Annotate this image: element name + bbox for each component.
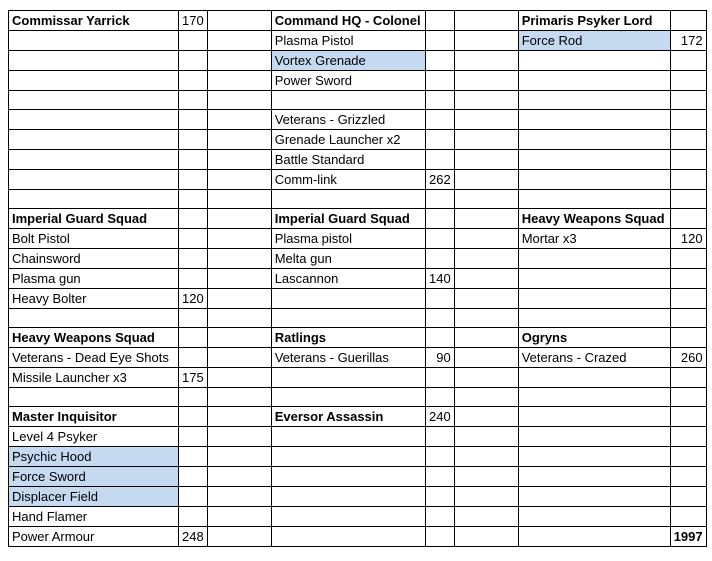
sheet-row: [9, 348, 707, 368]
spacer-cell[interactable]: [207, 31, 271, 51]
points-cell[interactable]: [425, 11, 454, 31]
spacer-cell[interactable]: [207, 447, 271, 467]
sheet-row: [9, 170, 707, 190]
unit-cell[interactable]: [271, 388, 425, 407]
unit-cell[interactable]: [518, 487, 670, 507]
points-cell[interactable]: [670, 91, 706, 110]
sheet-row: [9, 289, 707, 309]
spacer-cell[interactable]: [454, 249, 518, 269]
unit-cell[interactable]: [9, 150, 179, 170]
unit-cell[interactable]: Commissar Yarrick: [9, 11, 179, 31]
spacer-cell[interactable]: [454, 348, 518, 368]
points-cell[interactable]: [179, 269, 208, 289]
sheet-row: [9, 249, 707, 269]
unit-cell[interactable]: Level 4 Psyker: [9, 427, 179, 447]
spacer-cell[interactable]: [454, 150, 518, 170]
unit-cell[interactable]: Psychic Hood: [9, 447, 179, 467]
unit-cell[interactable]: Ratlings: [271, 328, 425, 348]
sheet-row: [9, 51, 707, 71]
points-cell[interactable]: [670, 249, 706, 269]
unit-cell[interactable]: [518, 91, 670, 110]
spacer-cell[interactable]: [454, 229, 518, 249]
unit-cell[interactable]: [518, 130, 670, 150]
unit-cell[interactable]: [271, 368, 425, 388]
unit-cell[interactable]: Veterans - Grizzled: [271, 110, 425, 130]
unit-cell[interactable]: [518, 150, 670, 170]
points-cell[interactable]: [425, 467, 454, 487]
unit-cell[interactable]: [518, 447, 670, 467]
points-cell[interactable]: 240: [425, 407, 454, 427]
unit-cell[interactable]: Force Rod: [518, 31, 670, 51]
spacer-cell[interactable]: [454, 447, 518, 467]
points-cell[interactable]: [425, 51, 454, 71]
unit-cell[interactable]: Imperial Guard Squad: [9, 209, 179, 229]
points-cell[interactable]: [425, 447, 454, 467]
unit-cell[interactable]: Mortar x3: [518, 229, 670, 249]
sheet-row: [9, 368, 707, 388]
unit-cell[interactable]: Melta gun: [271, 249, 425, 269]
unit-cell[interactable]: [9, 71, 179, 91]
spacer-cell[interactable]: [207, 51, 271, 71]
unit-cell[interactable]: Vortex Grenade: [271, 51, 425, 71]
points-cell[interactable]: [179, 507, 208, 527]
unit-cell[interactable]: [9, 170, 179, 190]
unit-cell[interactable]: Imperial Guard Squad: [271, 209, 425, 229]
unit-cell[interactable]: Plasma gun: [9, 269, 179, 289]
sheet-row: [9, 328, 707, 348]
spacer-cell[interactable]: [207, 368, 271, 388]
sheet-row: [9, 527, 707, 547]
spacer-cell[interactable]: [454, 527, 518, 547]
points-cell[interactable]: [179, 229, 208, 249]
points-cell[interactable]: [179, 51, 208, 71]
unit-cell[interactable]: [518, 269, 670, 289]
spacer-cell[interactable]: [207, 150, 271, 170]
points-cell[interactable]: [670, 368, 706, 388]
unit-cell[interactable]: [9, 130, 179, 150]
sheet-row: [9, 91, 707, 110]
unit-cell[interactable]: Chainsword: [9, 249, 179, 269]
unit-cell[interactable]: [518, 110, 670, 130]
unit-cell[interactable]: [518, 289, 670, 309]
points-cell[interactable]: [670, 407, 706, 427]
points-cell[interactable]: [670, 447, 706, 467]
sheet-row: [9, 71, 707, 91]
points-cell[interactable]: [179, 388, 208, 407]
spacer-cell[interactable]: [207, 527, 271, 547]
unit-cell[interactable]: [271, 487, 425, 507]
spacer-cell[interactable]: [207, 229, 271, 249]
unit-cell[interactable]: Bolt Pistol: [9, 229, 179, 249]
points-cell[interactable]: 260: [670, 348, 706, 368]
spacer-cell[interactable]: [454, 130, 518, 150]
sheet-row: [9, 467, 707, 487]
unit-cell[interactable]: Displacer Field: [9, 487, 179, 507]
unit-cell[interactable]: [518, 249, 670, 269]
unit-cell[interactable]: Battle Standard: [271, 150, 425, 170]
unit-cell[interactable]: [271, 289, 425, 309]
unit-cell[interactable]: [271, 447, 425, 467]
spacer-cell[interactable]: [207, 91, 271, 110]
unit-cell[interactable]: [9, 31, 179, 51]
spacer-cell[interactable]: [454, 110, 518, 130]
spacer-cell[interactable]: [454, 487, 518, 507]
unit-cell[interactable]: Power Armour: [9, 527, 179, 547]
unit-cell[interactable]: [518, 388, 670, 407]
spacer-cell[interactable]: [454, 190, 518, 209]
spacer-cell[interactable]: [207, 309, 271, 328]
points-cell[interactable]: [425, 487, 454, 507]
unit-cell[interactable]: Force Sword: [9, 467, 179, 487]
spacer-cell[interactable]: [207, 130, 271, 150]
points-cell[interactable]: [670, 328, 706, 348]
sheet-row: [9, 388, 707, 407]
unit-cell[interactable]: [518, 71, 670, 91]
points-cell[interactable]: [179, 407, 208, 427]
sheet-row: [9, 150, 707, 170]
points-cell[interactable]: [670, 150, 706, 170]
spacer-cell[interactable]: [454, 368, 518, 388]
unit-cell[interactable]: Missile Launcher x3: [9, 368, 179, 388]
spacer-cell[interactable]: [207, 348, 271, 368]
unit-cell[interactable]: Plasma Pistol: [271, 31, 425, 51]
unit-cell[interactable]: [271, 309, 425, 328]
unit-cell[interactable]: Comm-link: [271, 170, 425, 190]
spacer-cell[interactable]: [454, 209, 518, 229]
unit-cell[interactable]: [518, 527, 670, 547]
points-cell[interactable]: [670, 289, 706, 309]
spacer-cell[interactable]: [454, 328, 518, 348]
points-cell[interactable]: [179, 91, 208, 110]
points-cell[interactable]: [425, 388, 454, 407]
spacer-cell[interactable]: [454, 170, 518, 190]
points-cell[interactable]: [425, 249, 454, 269]
points-cell[interactable]: 1997: [670, 527, 706, 547]
spacer-cell[interactable]: [454, 11, 518, 31]
points-cell[interactable]: 90: [425, 348, 454, 368]
unit-cell[interactable]: [518, 190, 670, 209]
points-cell[interactable]: [425, 427, 454, 447]
points-cell[interactable]: [425, 71, 454, 91]
points-cell[interactable]: 120: [179, 289, 208, 309]
spreadsheet-body: [9, 11, 707, 547]
points-cell[interactable]: [670, 309, 706, 328]
unit-cell[interactable]: [271, 467, 425, 487]
unit-cell[interactable]: Veterans - Guerillas: [271, 348, 425, 368]
unit-cell[interactable]: [271, 507, 425, 527]
points-cell[interactable]: [179, 150, 208, 170]
unit-cell[interactable]: Master Inquisitor: [9, 407, 179, 427]
points-cell[interactable]: [670, 51, 706, 71]
unit-cell[interactable]: Heavy Weapons Squad: [518, 209, 670, 229]
unit-cell[interactable]: [518, 507, 670, 527]
points-cell[interactable]: [670, 427, 706, 447]
spreadsheet-grid: [8, 10, 707, 547]
spacer-cell[interactable]: [454, 91, 518, 110]
unit-cell[interactable]: [271, 427, 425, 447]
unit-cell[interactable]: [518, 427, 670, 447]
points-cell[interactable]: [425, 328, 454, 348]
sheet-row: [9, 309, 707, 328]
unit-cell[interactable]: Grenade Launcher x2: [271, 130, 425, 150]
points-cell[interactable]: [425, 130, 454, 150]
unit-cell[interactable]: [9, 388, 179, 407]
unit-cell[interactable]: Hand Flamer: [9, 507, 179, 527]
spacer-cell[interactable]: [207, 427, 271, 447]
sheet-row: [9, 407, 707, 427]
unit-cell[interactable]: Eversor Assassin: [271, 407, 425, 427]
points-cell[interactable]: [425, 289, 454, 309]
spacer-cell[interactable]: [454, 427, 518, 447]
points-cell[interactable]: [179, 467, 208, 487]
points-cell[interactable]: [179, 110, 208, 130]
points-cell[interactable]: [670, 170, 706, 190]
points-cell[interactable]: [179, 328, 208, 348]
points-cell[interactable]: [179, 487, 208, 507]
unit-cell[interactable]: Plasma pistol: [271, 229, 425, 249]
unit-cell[interactable]: Ogryns: [518, 328, 670, 348]
points-cell[interactable]: 140: [425, 269, 454, 289]
spacer-cell[interactable]: [454, 71, 518, 91]
spacer-cell[interactable]: [207, 170, 271, 190]
points-cell[interactable]: [670, 467, 706, 487]
unit-cell[interactable]: [518, 170, 670, 190]
points-cell[interactable]: 248: [179, 527, 208, 547]
points-cell[interactable]: [425, 110, 454, 130]
sheet-row: [9, 487, 707, 507]
sheet-row: [9, 130, 707, 150]
sheet-row: [9, 269, 707, 289]
spacer-cell[interactable]: [454, 51, 518, 71]
unit-cell[interactable]: Power Sword: [271, 71, 425, 91]
points-cell[interactable]: [670, 110, 706, 130]
sheet-row: [9, 110, 707, 130]
points-cell[interactable]: [670, 487, 706, 507]
sheet-row: [9, 229, 707, 249]
points-cell[interactable]: [425, 150, 454, 170]
spacer-cell[interactable]: [207, 467, 271, 487]
points-cell[interactable]: [670, 388, 706, 407]
unit-cell[interactable]: Veterans - Dead Eye Shots: [9, 348, 179, 368]
spacer-cell[interactable]: [454, 388, 518, 407]
spacer-cell[interactable]: [207, 328, 271, 348]
points-cell[interactable]: [425, 527, 454, 547]
points-cell[interactable]: [425, 91, 454, 110]
spacer-cell[interactable]: [454, 507, 518, 527]
unit-cell[interactable]: [518, 368, 670, 388]
points-cell[interactable]: [179, 71, 208, 91]
unit-cell[interactable]: [271, 190, 425, 209]
points-cell[interactable]: 262: [425, 170, 454, 190]
unit-cell[interactable]: [9, 110, 179, 130]
unit-cell[interactable]: [518, 51, 670, 71]
points-cell[interactable]: [179, 427, 208, 447]
points-cell[interactable]: 175: [179, 368, 208, 388]
spacer-cell[interactable]: [207, 190, 271, 209]
spacer-cell[interactable]: [207, 249, 271, 269]
points-cell[interactable]: [670, 190, 706, 209]
spacer-cell[interactable]: [454, 31, 518, 51]
spacer-cell[interactable]: [454, 289, 518, 309]
unit-cell[interactable]: [271, 527, 425, 547]
spacer-cell[interactable]: [454, 309, 518, 328]
unit-cell[interactable]: [9, 190, 179, 209]
sheet-row: [9, 190, 707, 209]
spacer-cell[interactable]: [207, 110, 271, 130]
unit-cell[interactable]: Lascannon: [271, 269, 425, 289]
sheet-row: [9, 427, 707, 447]
points-cell[interactable]: [425, 368, 454, 388]
points-cell[interactable]: [670, 130, 706, 150]
sheet-row: [9, 11, 707, 31]
unit-cell[interactable]: [518, 309, 670, 328]
points-cell[interactable]: [179, 209, 208, 229]
points-cell[interactable]: 120: [670, 229, 706, 249]
points-cell[interactable]: [425, 309, 454, 328]
unit-cell[interactable]: Heavy Bolter: [9, 289, 179, 309]
points-cell[interactable]: [670, 209, 706, 229]
spacer-cell[interactable]: [207, 71, 271, 91]
unit-cell[interactable]: Primaris Psyker Lord: [518, 11, 670, 31]
points-cell[interactable]: [179, 249, 208, 269]
sheet-row: [9, 31, 707, 51]
points-cell[interactable]: [670, 11, 706, 31]
spacer-cell[interactable]: [207, 289, 271, 309]
unit-cell[interactable]: [9, 91, 179, 110]
spacer-cell[interactable]: [207, 388, 271, 407]
spacer-cell[interactable]: [207, 487, 271, 507]
unit-cell[interactable]: Command HQ - Colonel: [271, 11, 425, 31]
points-cell[interactable]: [670, 71, 706, 91]
points-cell[interactable]: 172: [670, 31, 706, 51]
sheet-row: [9, 507, 707, 527]
spacer-cell[interactable]: [454, 467, 518, 487]
points-cell[interactable]: 170: [179, 11, 208, 31]
spacer-cell[interactable]: [454, 269, 518, 289]
points-cell[interactable]: [670, 507, 706, 527]
points-cell[interactable]: [425, 229, 454, 249]
points-cell[interactable]: [179, 170, 208, 190]
spacer-cell[interactable]: [207, 407, 271, 427]
points-cell[interactable]: [179, 447, 208, 467]
unit-cell[interactable]: Heavy Weapons Squad: [9, 328, 179, 348]
spacer-cell[interactable]: [454, 407, 518, 427]
points-cell[interactable]: [670, 269, 706, 289]
spacer-cell[interactable]: [207, 209, 271, 229]
points-cell[interactable]: [179, 309, 208, 328]
unit-cell[interactable]: [9, 51, 179, 71]
points-cell[interactable]: [425, 507, 454, 527]
points-cell[interactable]: [179, 190, 208, 209]
unit-cell[interactable]: [9, 309, 179, 328]
points-cell[interactable]: [179, 348, 208, 368]
points-cell[interactable]: [425, 190, 454, 209]
points-cell[interactable]: [179, 31, 208, 51]
unit-cell[interactable]: Veterans - Crazed: [518, 348, 670, 368]
points-cell[interactable]: [425, 209, 454, 229]
points-cell[interactable]: [425, 31, 454, 51]
unit-cell[interactable]: [518, 407, 670, 427]
spacer-cell[interactable]: [207, 11, 271, 31]
sheet-row: [9, 447, 707, 467]
spacer-cell[interactable]: [207, 269, 271, 289]
unit-cell[interactable]: [271, 91, 425, 110]
sheet-row: [9, 209, 707, 229]
unit-cell[interactable]: [518, 467, 670, 487]
spacer-cell[interactable]: [207, 507, 271, 527]
points-cell[interactable]: [179, 130, 208, 150]
